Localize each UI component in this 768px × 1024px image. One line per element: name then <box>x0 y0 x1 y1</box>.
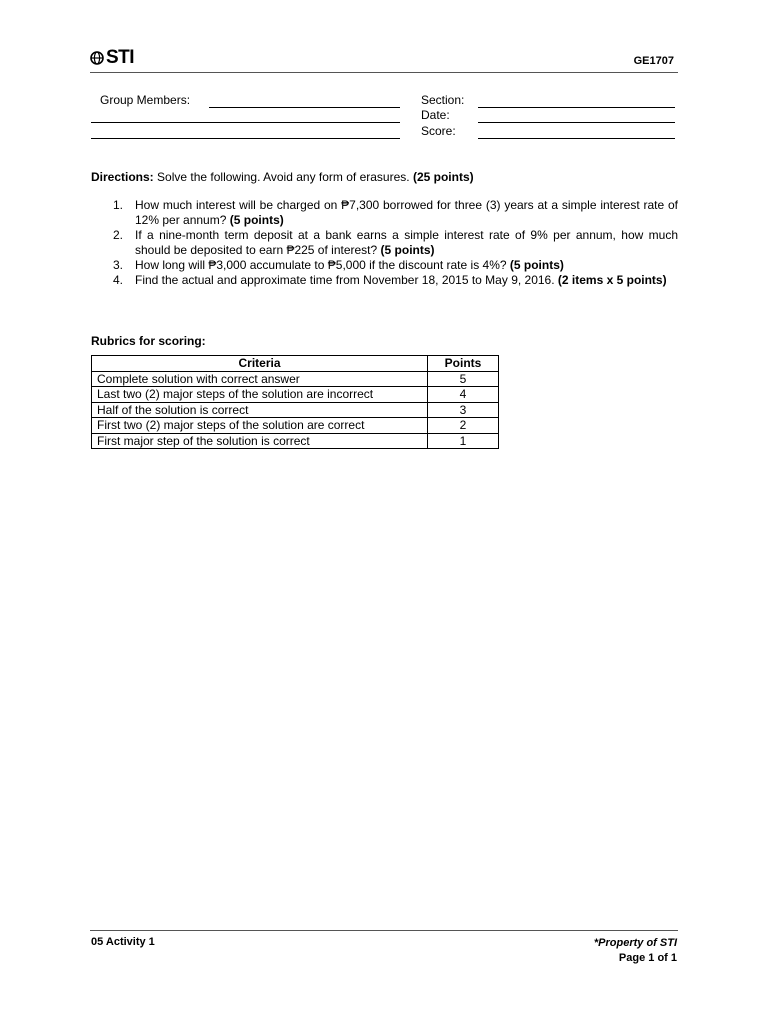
footer-activity: 05 Activity 1 <box>91 936 155 948</box>
points-cell: 5 <box>428 371 499 387</box>
section-label: Section: <box>421 93 465 107</box>
section-line[interactable] <box>478 107 675 108</box>
score-label: Score: <box>421 124 456 138</box>
group-members-line-3[interactable] <box>91 138 400 139</box>
group-members-label: Group Members: <box>100 93 191 107</box>
question-item: 1. How much interest will be charged on ₱7,300 borrowed for three (3) years at a simple interest rate of 12% per annum? (5 points) <box>113 198 678 227</box>
group-members-line-1[interactable] <box>209 107 400 108</box>
footer-divider <box>90 930 678 931</box>
question-points: (5 points) <box>509 258 564 272</box>
question-text: How much interest will be charged on ₱7,300 borrowed for three (3) years at a simple interest rate of 12% per annum? <box>135 198 678 227</box>
rubrics-table <box>91 355 499 449</box>
directions-text: Solve the following. Avoid any form of erasures. <box>157 170 410 184</box>
question-text: How long will ₱3,000 accumulate to ₱5,000 if the discount rate is 4%? <box>135 258 507 272</box>
criteria-cell: First two (2) major steps of the solution are correct <box>92 418 428 434</box>
criteria-cell: Complete solution with correct answer <box>92 371 428 387</box>
criteria-cell: Half of the solution is correct <box>92 402 428 418</box>
points-cell: 3 <box>428 402 499 418</box>
footer-right <box>594 936 677 966</box>
logo-text: STI <box>106 47 135 68</box>
table-header-row <box>92 356 499 372</box>
directions-points: (25 points) <box>412 170 474 184</box>
globe-icon <box>90 51 104 65</box>
question-text: Find the actual and approximate time from November 18, 2015 to May 9, 2016. <box>135 273 555 287</box>
table-row <box>92 433 499 449</box>
points-cell: 4 <box>428 387 499 403</box>
directions-label: Directions: <box>91 170 154 184</box>
points-cell: 1 <box>428 433 499 449</box>
table-row <box>92 371 499 387</box>
question-item: 2. If a nine-month term deposit at a bank earns a simple interest rate of 9% per annum, how much should be deposited to earn ₱225 of interest? (5 points) <box>113 228 678 257</box>
sti-logo <box>90 46 140 70</box>
question-points: (5 points) <box>380 243 435 257</box>
table-row <box>92 418 499 434</box>
directions <box>91 170 474 184</box>
header-divider <box>90 72 678 73</box>
criteria-cell: First major step of the solution is correct <box>92 433 428 449</box>
question-text: If a nine-month term deposit at a bank earns a simple interest rate of 9% per annum, how much should be deposited to earn ₱225 of interest? <box>135 228 678 257</box>
document-code: GE1707 <box>633 55 674 67</box>
points-header: Points <box>428 356 499 372</box>
footer-property: *Property of STI <box>593 937 677 949</box>
table-row <box>92 402 499 418</box>
date-line[interactable] <box>478 122 675 123</box>
criteria-cell: Last two (2) major steps of the solution are incorrect <box>92 387 428 403</box>
criteria-header: Criteria <box>92 356 428 372</box>
score-line[interactable] <box>478 138 675 139</box>
date-label: Date: <box>421 108 450 122</box>
footer-page-number: Page 1 of 1 <box>618 952 677 964</box>
table-row <box>92 387 499 403</box>
question-points: (5 points) <box>229 213 284 227</box>
question-points: (2 items x 5 points) <box>557 273 667 287</box>
group-members-line-2[interactable] <box>91 122 400 123</box>
question-item: 4. Find the actual and approximate time from November 18, 2015 to May 9, 2016. (2 items x 5 points) <box>113 273 667 287</box>
rubrics-title: Rubrics for scoring: <box>91 334 206 348</box>
question-list <box>113 198 678 288</box>
question-item: 3. How long will ₱3,000 accumulate to ₱5,000 if the discount rate is 4%? (5 points) <box>113 258 564 272</box>
points-cell: 2 <box>428 418 499 434</box>
